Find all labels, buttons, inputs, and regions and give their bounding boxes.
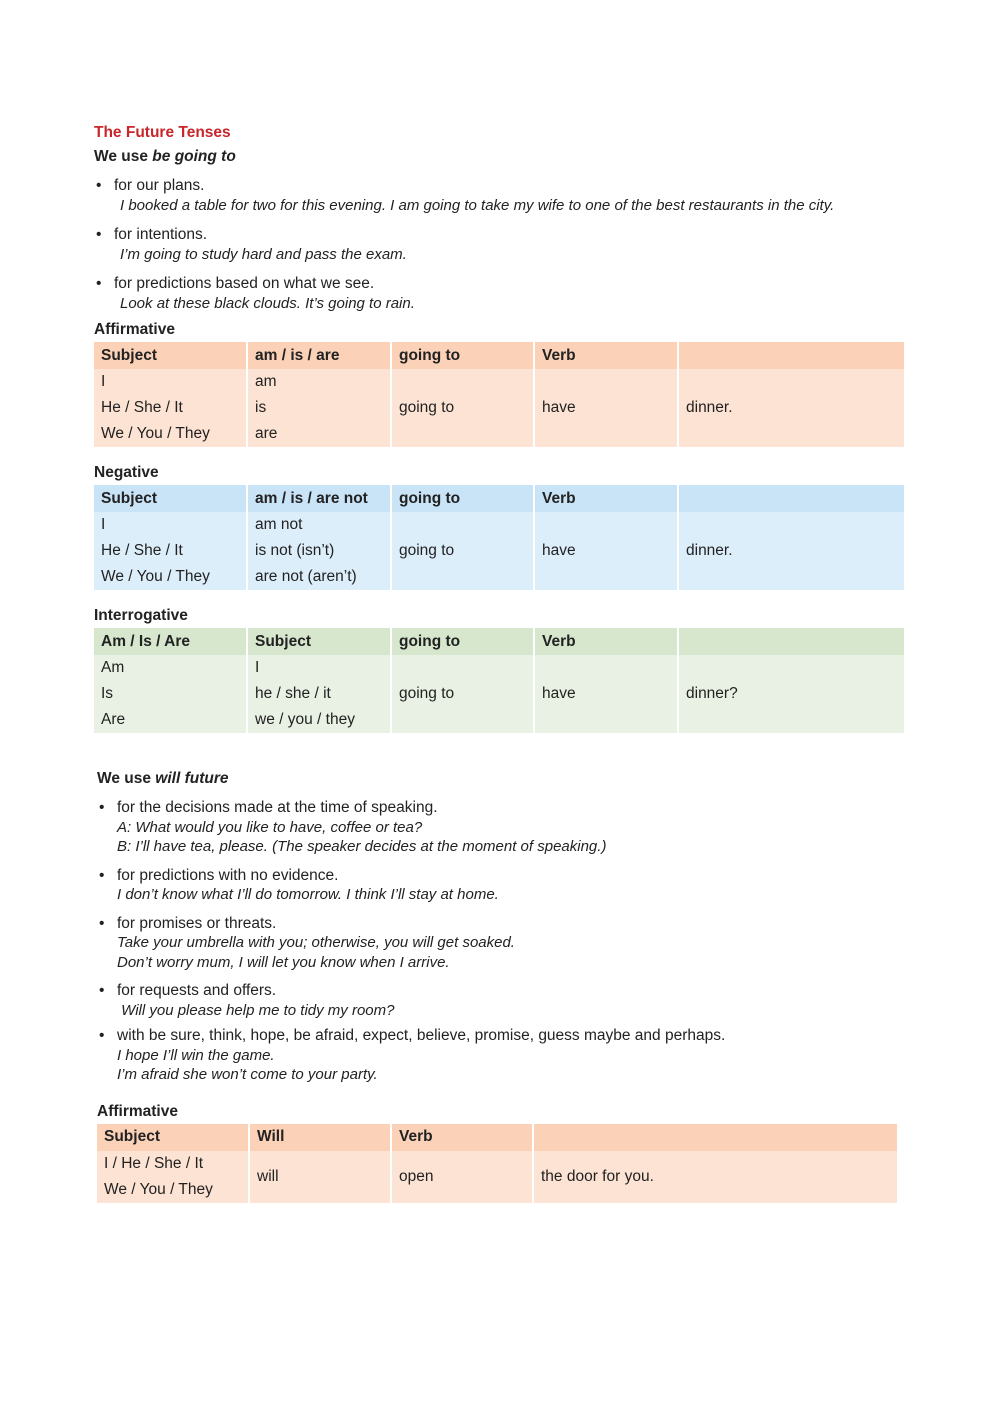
example-sentence: Take your umbrella with you; otherwise, you will get soaked.: [117, 934, 515, 951]
list-item: • for our plans. I booked a table for two for this evening. I am going to take my wife to one of the best restaurants in the city.: [94, 176, 904, 215]
will-affirmative-label: Affirmative: [97, 1102, 178, 1120]
going-to-uses: [94, 176, 904, 313]
table-cell: will: [250, 1151, 390, 1203]
column-header: Subject: [94, 342, 246, 369]
column-header: am / is / are: [248, 342, 390, 369]
example-sentence: I’m going to study hard and pass the exam.: [120, 245, 407, 263]
table-header-row: [94, 342, 904, 369]
example-sentence: B: I’ll have tea, please. (The speaker decides at the moment of speaking.): [117, 838, 607, 855]
example-sentence: Will you please help me to tidy my room?: [117, 1001, 395, 1019]
table-cell: We / You / They: [94, 421, 246, 447]
table-cell: am not: [248, 512, 390, 538]
table-cell: open: [392, 1151, 532, 1203]
table-cell: Is: [94, 681, 246, 707]
affirmative-label: Affirmative: [94, 321, 175, 338]
table-cell: dinner?: [679, 655, 904, 733]
table-cell: have: [535, 655, 677, 733]
example-sentence: I don’t know what I’ll do tomorrow. I think I’ll stay at home.: [117, 886, 499, 903]
table-cell: is: [248, 395, 390, 421]
going-to-affirmative-table: [92, 342, 906, 447]
example-sentence: I booked a table for two for this evening. I am going to take my wife to one of the best restaurants in the city.: [120, 196, 835, 214]
column-header: Verb: [535, 342, 677, 369]
table-row: [94, 512, 904, 538]
column-header: going to: [392, 485, 533, 512]
table-cell: We / You / They: [97, 1177, 248, 1203]
table-cell: have: [535, 369, 677, 447]
table-cell: He / She / It: [94, 538, 246, 564]
table-row: [97, 1151, 897, 1177]
table-header-row: [97, 1124, 897, 1151]
interrogative-label: Interrogative: [94, 607, 188, 624]
table-cell: I: [94, 369, 246, 395]
list-item: • for predictions with no evidence. I don’t know what I’ll do tomorrow. I think I’ll stay at home.: [97, 866, 907, 905]
table-cell: are not (aren’t): [248, 564, 390, 590]
list-item: • for the decisions made at the time of speaking. A: What would you like to have, coffee or tea? B: I’ll have tea, please. (The speaker decides at the moment of speaking.): [97, 798, 907, 857]
column-header: Subject: [248, 628, 390, 655]
will-future-section: [97, 770, 907, 1203]
table-cell: I: [248, 655, 390, 681]
column-header: [679, 342, 904, 369]
column-header: Verb: [535, 485, 677, 512]
table-cell: we / you / they: [248, 707, 390, 733]
table-cell: going to: [392, 512, 533, 590]
example-sentence: Look at these black clouds. It’s going to rain.: [120, 294, 415, 312]
column-header: [534, 1124, 897, 1151]
table-cell: I: [94, 512, 246, 538]
column-header: [679, 628, 904, 655]
table-header-row: [94, 485, 904, 512]
example-sentence: Don’t worry mum, I will let you know when I arrive.: [117, 953, 450, 971]
going-to-heading: We use be going to: [94, 148, 236, 165]
column-header: Verb: [535, 628, 677, 655]
column-header: [679, 485, 904, 512]
table-cell: dinner.: [679, 369, 904, 447]
list-item: • for predictions based on what we see. Look at these black clouds. It’s going to rain.: [94, 274, 904, 313]
page-title: The Future Tenses: [94, 124, 231, 141]
list-item: • for intentions. I’m going to study hard and pass the exam.: [94, 225, 904, 264]
column-header: Verb: [392, 1124, 532, 1151]
table-cell: are: [248, 421, 390, 447]
column-header: going to: [392, 628, 533, 655]
example-sentence: I hope I’ll win the game.: [117, 1046, 275, 1064]
table-cell: He / She / It: [94, 395, 246, 421]
example-sentence: I’m afraid she won’t come to your party.: [117, 1066, 378, 1083]
list-item: • for requests and offers. Will you please help me to tidy my room?: [97, 981, 907, 1020]
table-cell: Am: [94, 655, 246, 681]
list-item: • with be sure, think, hope, be afraid, expect, believe, promise, guess maybe and perhaps. I hope I’ll win the game. I’m afraid she won’t come to your party.: [97, 1026, 907, 1085]
will-heading: We use will future: [97, 770, 229, 787]
table-cell: he / she / it: [248, 681, 390, 707]
table-cell: am: [248, 369, 390, 395]
will-affirmative-table: [95, 1124, 899, 1203]
example-sentence: A: What would you like to have, coffee or tea?: [117, 818, 423, 836]
negative-label: Negative: [94, 464, 159, 481]
going-to-negative-table: [92, 485, 906, 590]
table-cell: have: [535, 512, 677, 590]
column-header: going to: [392, 342, 533, 369]
going-to-interrogative-table: [92, 628, 906, 733]
table-cell: going to: [392, 369, 533, 447]
table-cell: is not (isn’t): [248, 538, 390, 564]
table-cell: We / You / They: [94, 564, 246, 590]
going-to-section: [94, 124, 904, 733]
table-cell: Are: [94, 707, 246, 733]
table-cell: going to: [392, 655, 533, 733]
table-cell: the door for you.: [534, 1151, 897, 1203]
table-header-row: [94, 628, 904, 655]
table-row: [94, 369, 904, 395]
table-cell: dinner.: [679, 512, 904, 590]
column-header: Am / Is / Are: [94, 628, 246, 655]
list-item: • for promises or threats. Take your umbrella with you; otherwise, you will get soaked. Don’t worry mum, I will let you know when I arrive.: [97, 914, 907, 973]
will-uses: [97, 798, 907, 1085]
column-header: am / is / are not: [248, 485, 390, 512]
table-row: [94, 655, 904, 681]
column-header: Subject: [94, 485, 246, 512]
column-header: Subject: [97, 1124, 248, 1151]
table-cell: I / He / She / It: [97, 1151, 248, 1177]
column-header: Will: [250, 1124, 390, 1151]
